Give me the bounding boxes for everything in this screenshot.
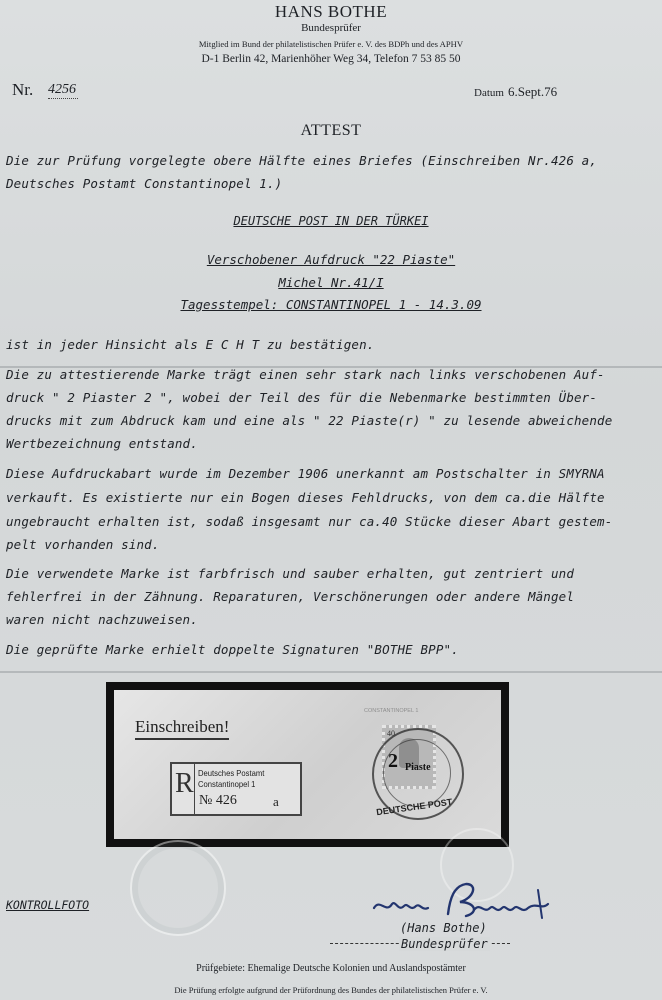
signer-title: Bundesprüfer [401, 937, 488, 951]
paragraph-line: Diese Aufdruckabart wurde im Dezember 1906 unerkannt am Postschalter in SMYRNA [6, 466, 605, 481]
overprint-value: 2 [388, 750, 398, 772]
letterhead-membership: Mitglied im Bund der philatelistischen Prüfer e. V. des BDPh und des APHV [198, 39, 464, 49]
kontrollfoto-label: KONTROLLFOTO [6, 898, 90, 912]
registration-suffix: a [273, 794, 279, 809]
embossed-seal [130, 840, 226, 936]
paragraph-line: drucks mit zum Abdruck kam und eine als " 22 Piaste(r) " zu lesende abweichende [6, 413, 613, 428]
registration-town: Constantinopel 1 [198, 779, 256, 789]
signer-name: (Hans Bothe) [400, 921, 487, 935]
nr-label: Nr. [12, 80, 34, 99]
paragraph-line: Wertbezeichnung entstand. [6, 436, 198, 451]
letterhead-address: D-1 Berlin 42, Marienhöher Weg 34, Telefon 7 53 85 50 [201, 53, 461, 65]
verdict-line: ist in jeder Hinsicht als E C H T zu bestätigen. [6, 337, 375, 352]
paragraph-line: druck " 2 Piaster 2 ", wobei der Teil des für die Nebenmarke bestimmten Über- [6, 390, 598, 405]
date-label: Datum [474, 87, 504, 99]
letterhead-name: HANS BOTHE [274, 2, 388, 21]
paragraph-line: Die geprüfte Marke erhielt doppelte Signaturen "BOTHE BPP". [6, 642, 459, 657]
fold-line [0, 671, 662, 673]
paragraph-line: verkauft. Es existierte nur ein Bogen dieses Fehldrucks, von dem ca.die Hälfte [6, 490, 605, 505]
paragraph-line: Die zu attestierende Marke trägt einen sehr stark nach links verschobenen Auf- [6, 367, 605, 382]
paragraph-line: Die verwendete Marke ist farbfrisch und sauber erhalten, gut zentriert und [6, 566, 574, 581]
letterhead-title: Bundesprüfer [301, 22, 361, 34]
pruefgebiete-line: Prüfgebiete: Ehemalige Deutsche Kolonien und Auslandspostämter [196, 963, 466, 974]
registration-label [170, 762, 302, 816]
paragraph-line: waren nicht nachzuweisen. [6, 612, 198, 627]
document-title: ATTEST [300, 122, 362, 139]
intro-line: Die zur Prüfung vorgelegte obere Hälfte eines Briefes (Einschreiben Nr.426 a, [6, 153, 598, 168]
stamp-postmark: Tagesstempel: CONSTANTINOPEL 1 - 14.3.09 [180, 297, 482, 312]
postmark-inner-circle [383, 739, 451, 807]
pruefordnung-line: Die Prüfung erfolgte aufgrund der Prüfordnung des Bundes der philatelistischen Prüfer e. V. [174, 985, 488, 995]
overprint-word: Piaste [405, 762, 431, 773]
postmark-ring-text: DEUTSCHE POST [375, 796, 453, 818]
paragraph-line: fehlerfrei in der Zähnung. Reparaturen, Verschönerungen oder andere Mängel [6, 589, 574, 604]
registration-r-letter: R [175, 768, 194, 799]
stamp-variety: Verschobener Aufdruck "22 Piaste" [206, 252, 456, 267]
intro-line: Deutsches Postamt Constantinopel 1.) [6, 176, 283, 191]
stamp-catalog-number: Michel Nr.41/I [278, 275, 384, 290]
registration-office: Deutsches Postamt [198, 768, 265, 778]
postmark-top-text: CONSTANTINOPEL 1 [364, 708, 419, 714]
stamp-country: DEUTSCHE POST IN DER TÜRKEI [233, 214, 429, 228]
certificate-number: 4256 [48, 82, 76, 97]
paragraph-line: pelt vorhanden sind. [6, 537, 160, 552]
date-value: 6.Sept.76 [508, 84, 558, 99]
photo-einschreiben: Einschreiben! [135, 717, 229, 740]
stamp-face-value: 40 [387, 729, 395, 738]
paragraph-line: ungebraucht erhalten ist, sodaß insgesamt nur ca.40 Stücke dieser Abart gestem- [6, 514, 613, 529]
registration-number: № 426 [199, 793, 237, 808]
photo-envelope [114, 690, 501, 839]
control-photo [106, 682, 509, 847]
